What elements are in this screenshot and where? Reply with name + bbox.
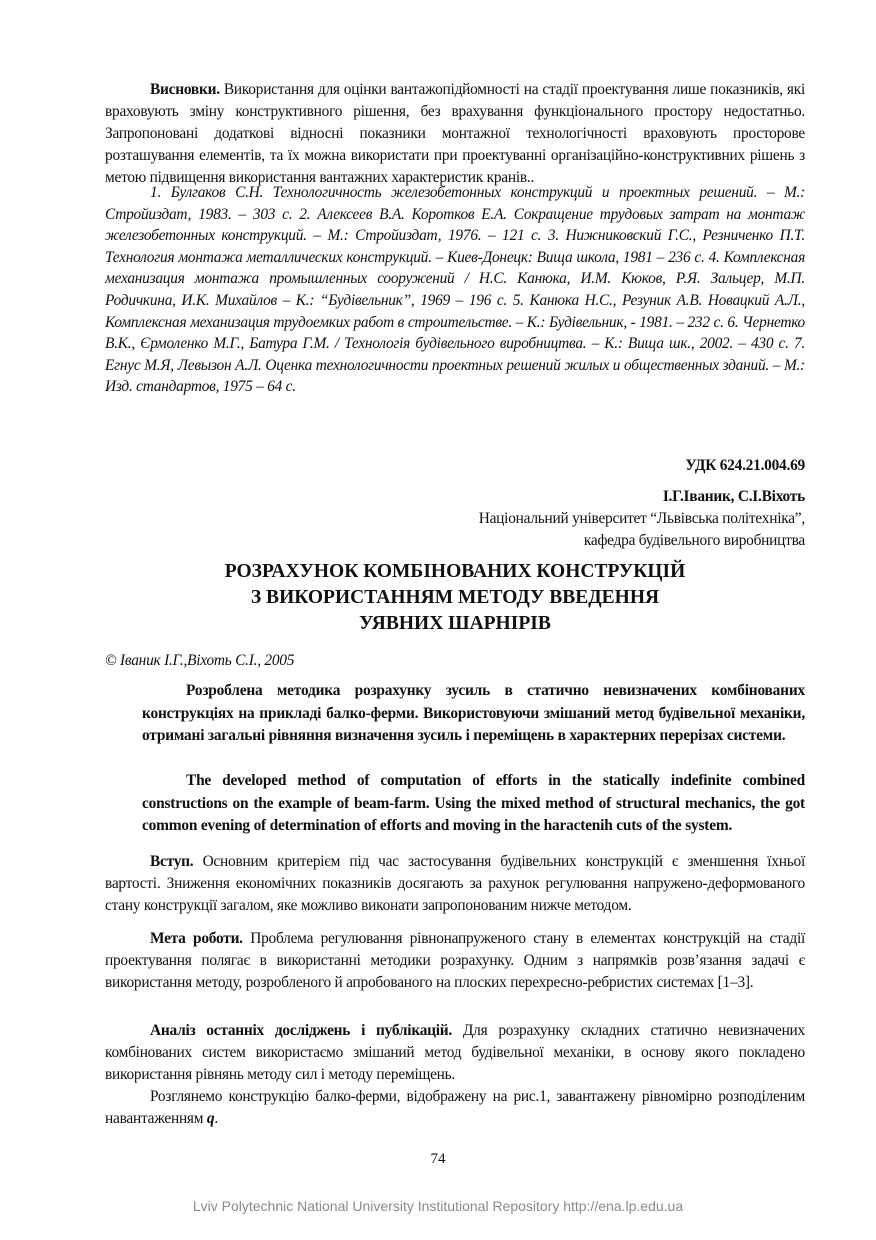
references-text: 1. Булгаков С.Н. Технологичность железобетонных конструкций и проектных решений. – М.: Стройиздат, 1983. – 303 с. 2. Алексеев В.А. Коротков Е.А. Сокращение трудовых затрат на монтаж железобетонных конструкций. – М.: Стройиздат, 1976. – 121 с. 3. Нижниковский Г.С., Резниченко П.Т. Технология монтажа металлических конструкций. – Киев-Донецк: Вища школа, 1981 – 236 с. 4. Комплексная механизация монтажа промышленных сооружений / Н.С. Канюка, И.М. Кюков, Р.Я. Зальцер, М.П. Родичкина, И.К. Михайлов – К.: “Будівельник”, 1969 – 196 с. 5. Канюка Н.С., Резуник А.В. Новацкий А.Л., Комплексная механизация трудоемких работ в строительстве. – К.: Будівельник, - 1981. – 232 с. 6. Чернетко В.К., Єрмоленко М.Г., Батура Г.М. / Технологія будівельного виробництва. – К.: Вища шк., 2002. – 430 с. 7. Егнус М.Я, Левызон А.Л. Оценка технологичности проектных решений жилых и общественных зданий. – М.: Изд. стандартов, 1975 – 64 с. [105,184,805,396]
section-text: Для розрахунку складних статично невизначених комбінованих систем використаємо змішаний метод будівельної механіки, в основу якого покладено використання рівнянь методу сил і методу переміщень. [105,1022,805,1083]
article-title [105,559,805,637]
affiliation-department: кафедра будівельного виробництва [583,532,805,549]
affiliation-university: Національний університет “Львівська політехніка”, [478,510,805,527]
section-goal [105,928,805,994]
section-introduction [105,851,805,917]
final-paragraph-text: Розглянемо конструкцію балко-ферми, відображену на рис.1, завантажену рівномірно розподіленим навантаженням [105,1088,805,1127]
authors: І.Г.Іваник, С.І.Віхоть [662,488,805,505]
title-line: РОЗРАХУНОК КОМБІНОВАНИХ КОНСТРУКЦІЙ [224,561,686,582]
abstract-english [142,770,805,838]
conclusions-paragraph [105,79,805,189]
section-analysis [105,1020,805,1130]
abstract-uk-text: Розроблена методика розрахунку зусиль в статично невизначених комбінованих конструкціях на прикладі балко-ферми. Використовуючи змішаний метод будівельної механіки, отримані загальні рівняння визначення зусиль і переміщень в характерних перерізах системи. [142,682,805,744]
title-line: УЯВНИХ ШАРНІРІВ [359,613,551,634]
section-text: Проблема регулювання рівнонапруженого стану в елементах конструкцій на стадії проектування полягає в використанні методики розрахунку. Одним з напрямків розв’язання задачі є використання методу, розробленого й апробованого на плоских перехресно-ребристих системах [1–3]. [105,930,805,991]
conclusions-heading: Висновки. [150,81,220,98]
udk-code: УДК 624.21.004.69 [685,457,805,474]
copyright: © Іваник І.Г.,Віхоть С.І., 2005 [105,652,295,669]
abstract-en-text: The developed method of computation of efforts in the statically indefinite combined constructions on the example of beam-farm. Using the mixed method of structural mechanics, the got common evening of determination of efforts and moving in the haractenih cuts of the system. [142,772,805,834]
section-text: Основним критерієм під час застосування будівельних конструкцій є зменшення їхньої вартості. Зниження економічних показників досягають за рахунок регулювання напружено-деформованого стану конструкції загалом, яке можливо виконати запропонованим нижче методом. [105,853,805,914]
load-symbol: q [206,1110,215,1127]
title-line: З ВИКОРИСТАННЯМ МЕТОДУ ВВЕДЕННЯ [250,587,660,608]
section-heading: Мета роботи. [150,930,243,947]
section-heading: Аналіз останніх досліджень і публікацій. [150,1022,453,1039]
conclusions-text: Використання для оцінки вантажопідйомності на стадії проектування лише показників, які враховують зміну конструктивного рішення, без врахування функціонального простору недостатньо. Запропоновані додаткові відносні показники монтажної технологічності враховують просторове розташування елементів, та їх можна використати при проектуванні організаційно-конструктивних рішень з метою підвищення використання вантажних характеристик кранів.. [105,81,805,186]
section-heading: Вступ. [150,853,194,870]
abstract-ukrainian [142,680,805,748]
references-list [105,182,805,398]
repository-footer: Lviv Polytechnic National University Institutional Repository http://ena.lp.edu.ua [192,1198,684,1214]
page-number: 74 [430,1151,446,1167]
final-paragraph-end: . [214,1110,218,1127]
